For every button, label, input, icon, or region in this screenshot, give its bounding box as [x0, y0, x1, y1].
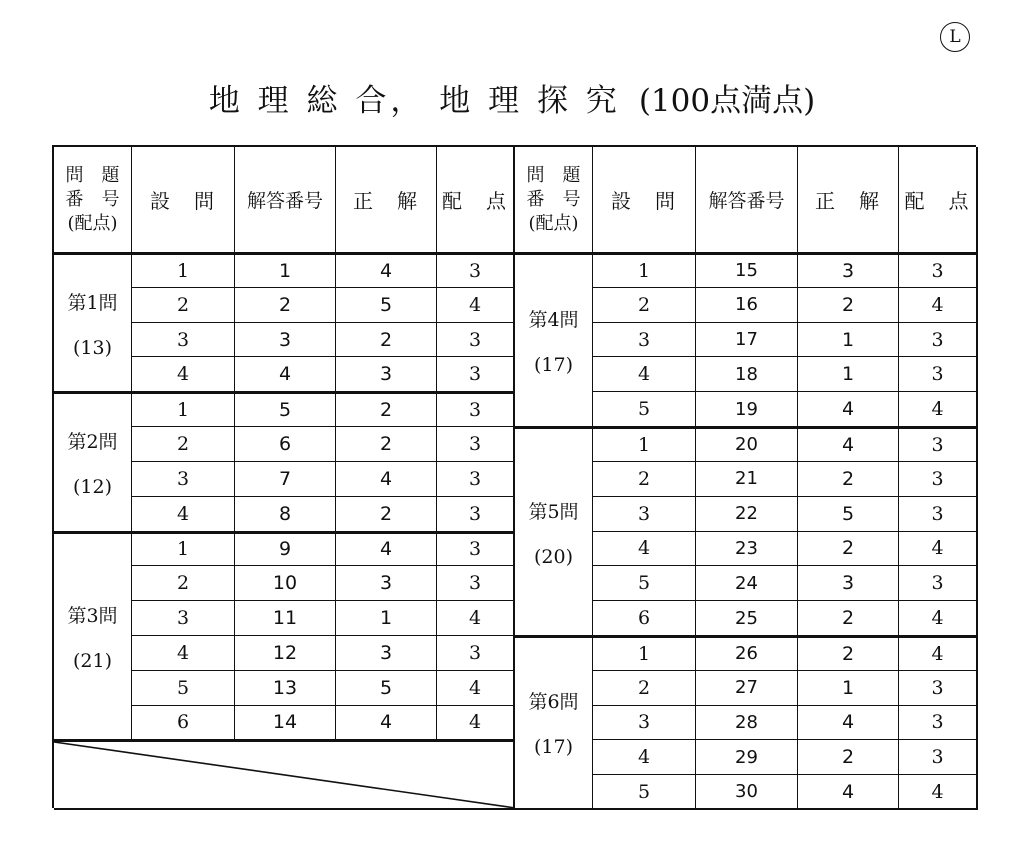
header-subquestion: 設 問	[132, 147, 235, 253]
cell-answer-number: 13	[235, 671, 336, 706]
empty-diagonal-cell	[54, 740, 515, 810]
diagonal-line	[54, 742, 513, 808]
cell-subquestion: 1	[132, 532, 235, 567]
cell-answer-number: 14	[235, 706, 336, 741]
cell-answer-number: 29	[696, 740, 798, 775]
cell-subquestion: 2	[593, 462, 696, 497]
cell-subquestion: 1	[593, 253, 696, 288]
cell-subquestion: 2	[132, 566, 235, 601]
cell-subquestion: 1	[132, 253, 235, 288]
cell-correct-answer: 2	[798, 288, 899, 323]
header-subquestion: 設 問	[593, 147, 696, 253]
cell-subquestion: 5	[593, 566, 696, 601]
question-group-points: (17)	[533, 736, 573, 759]
cell-answer-number: 5	[235, 392, 336, 427]
cell-answer-number: 25	[696, 601, 798, 636]
cell-correct-answer: 3	[336, 566, 437, 601]
cell-correct-answer: 4	[336, 706, 437, 741]
cell-points: 3	[437, 357, 515, 392]
cell-correct-answer: 4	[336, 462, 437, 497]
cell-correct-answer: 2	[798, 462, 899, 497]
cell-points: 3	[437, 253, 515, 288]
cell-points: 3	[899, 323, 978, 358]
question-group	[54, 253, 132, 392]
cell-correct-answer: 1	[798, 671, 899, 706]
cell-correct-answer: 1	[798, 357, 899, 392]
cell-correct-answer: 3	[798, 566, 899, 601]
cell-subquestion: 6	[132, 706, 235, 741]
cell-answer-number: 15	[696, 253, 798, 288]
header-problem-line: 番 号	[526, 188, 581, 210]
cell-answer-number: 11	[235, 601, 336, 636]
cell-subquestion: 5	[593, 392, 696, 427]
cell-points: 4	[437, 706, 515, 741]
cell-subquestion: 4	[132, 357, 235, 392]
header-points: 配 点	[899, 147, 978, 253]
cell-points: 3	[899, 706, 978, 741]
question-group	[54, 392, 132, 531]
header-problem-line: 問 題	[526, 164, 581, 186]
cell-subquestion: 1	[132, 392, 235, 427]
cell-subquestion: 2	[132, 427, 235, 462]
cell-correct-answer: 1	[336, 601, 437, 636]
cell-answer-number: 23	[696, 532, 798, 567]
question-group-points: (13)	[72, 336, 112, 359]
cell-points: 4	[899, 288, 978, 323]
header-problem-line: 問 題	[65, 164, 120, 186]
cell-correct-answer: 3	[336, 357, 437, 392]
cell-points: 3	[437, 427, 515, 462]
question-group	[515, 253, 593, 427]
cell-points: 3	[899, 497, 978, 532]
cell-points: 3	[899, 253, 978, 288]
cell-points: 3	[437, 566, 515, 601]
cell-correct-answer: 3	[798, 253, 899, 288]
cell-correct-answer: 2	[798, 636, 899, 671]
cell-answer-number: 9	[235, 532, 336, 567]
cell-subquestion: 3	[593, 706, 696, 741]
cell-subquestion: 4	[593, 532, 696, 567]
cell-correct-answer: 2	[798, 601, 899, 636]
cell-correct-answer: 2	[336, 497, 437, 532]
cell-points: 3	[437, 462, 515, 497]
cell-answer-number: 17	[696, 323, 798, 358]
cell-answer-number: 4	[235, 357, 336, 392]
cell-subquestion: 4	[593, 357, 696, 392]
header-points: 配 点	[437, 147, 515, 253]
cell-subquestion: 2	[593, 671, 696, 706]
cell-answer-number: 2	[235, 288, 336, 323]
cell-subquestion: 5	[593, 775, 696, 810]
cell-points: 3	[899, 671, 978, 706]
cell-correct-answer: 4	[798, 706, 899, 741]
cell-subquestion: 3	[593, 497, 696, 532]
cell-points: 4	[899, 532, 978, 567]
cell-points: 3	[437, 497, 515, 532]
cell-answer-number: 19	[696, 392, 798, 427]
cell-subquestion: 2	[132, 288, 235, 323]
cell-answer-number: 6	[235, 427, 336, 462]
cell-answer-number: 18	[696, 357, 798, 392]
cell-correct-answer: 4	[336, 253, 437, 288]
question-group-points: (17)	[533, 354, 573, 377]
question-group-name: 第2問	[67, 430, 118, 453]
cell-points: 3	[899, 427, 978, 462]
cell-correct-answer: 1	[798, 323, 899, 358]
header-problem-line: (配点)	[67, 212, 118, 234]
header-problem-line: (配点)	[528, 212, 579, 234]
cell-answer-number: 30	[696, 775, 798, 810]
cell-subquestion: 5	[132, 671, 235, 706]
cell-points: 4	[437, 671, 515, 706]
cell-points: 3	[437, 532, 515, 567]
cell-points: 3	[899, 566, 978, 601]
cell-correct-answer: 3	[336, 636, 437, 671]
section-marker: L	[940, 22, 970, 52]
cell-points: 3	[899, 462, 978, 497]
cell-answer-number: 28	[696, 706, 798, 741]
cell-answer-number: 10	[235, 566, 336, 601]
header-problem-number	[54, 147, 132, 253]
cell-points: 4	[899, 636, 978, 671]
title-score: (100点満点)	[638, 83, 816, 119]
cell-answer-number: 12	[235, 636, 336, 671]
cell-correct-answer: 2	[798, 740, 899, 775]
header-answer-number: 解答番号	[696, 147, 798, 253]
cell-correct-answer: 4	[798, 427, 899, 462]
question-group	[54, 532, 132, 741]
cell-points: 3	[437, 392, 515, 427]
header-problem-number	[515, 147, 593, 253]
cell-answer-number: 26	[696, 636, 798, 671]
cell-points: 4	[437, 601, 515, 636]
cell-answer-number: 8	[235, 497, 336, 532]
cell-subquestion: 2	[593, 288, 696, 323]
cell-answer-number: 27	[696, 671, 798, 706]
question-group-name: 第6問	[528, 691, 579, 714]
cell-subquestion: 3	[132, 462, 235, 497]
cell-answer-number: 20	[696, 427, 798, 462]
cell-points: 4	[899, 601, 978, 636]
cell-subquestion: 3	[132, 323, 235, 358]
question-group-name: 第3問	[67, 604, 118, 627]
cell-correct-answer: 4	[798, 775, 899, 810]
cell-subquestion: 3	[132, 601, 235, 636]
cell-points: 3	[437, 323, 515, 358]
cell-answer-number: 3	[235, 323, 336, 358]
cell-correct-answer: 4	[798, 392, 899, 427]
header-correct-answer: 正 解	[336, 147, 437, 253]
cell-points: 3	[899, 740, 978, 775]
cell-points: 4	[437, 288, 515, 323]
question-group-points: (20)	[533, 545, 573, 568]
header-problem-line: 番 号	[65, 188, 120, 210]
question-group-name: 第5問	[528, 500, 579, 523]
title-text: 地 理 総 合， 地 理 探 究	[208, 83, 621, 119]
header-answer-number: 解答番号	[235, 147, 336, 253]
cell-subquestion: 4	[593, 740, 696, 775]
question-group-points: (12)	[72, 475, 112, 498]
cell-answer-number: 24	[696, 566, 798, 601]
cell-answer-number: 22	[696, 497, 798, 532]
page-title	[0, 75, 1024, 120]
question-group-name: 第4問	[528, 309, 579, 332]
cell-correct-answer: 2	[336, 427, 437, 462]
cell-subquestion: 6	[593, 601, 696, 636]
cell-subquestion: 3	[593, 323, 696, 358]
question-group-name: 第1問	[67, 291, 118, 314]
cell-correct-answer: 5	[798, 497, 899, 532]
cell-correct-answer: 2	[336, 392, 437, 427]
cell-answer-number: 7	[235, 462, 336, 497]
cell-subquestion: 1	[593, 636, 696, 671]
cell-subquestion: 4	[132, 497, 235, 532]
cell-subquestion: 1	[593, 427, 696, 462]
cell-answer-number: 21	[696, 462, 798, 497]
cell-correct-answer: 5	[336, 671, 437, 706]
cell-correct-answer: 5	[336, 288, 437, 323]
cell-points: 4	[899, 775, 978, 810]
cell-subquestion: 4	[132, 636, 235, 671]
cell-points: 4	[899, 392, 978, 427]
cell-correct-answer: 2	[798, 532, 899, 567]
question-group	[515, 427, 593, 636]
header-correct-answer: 正 解	[798, 147, 899, 253]
question-group-points: (21)	[72, 649, 112, 672]
cell-points: 3	[899, 357, 978, 392]
cell-correct-answer: 2	[336, 323, 437, 358]
question-group	[515, 636, 593, 810]
cell-points: 3	[437, 636, 515, 671]
cell-answer-number: 1	[235, 253, 336, 288]
cell-answer-number: 16	[696, 288, 798, 323]
cell-correct-answer: 4	[336, 532, 437, 567]
answer-key-table	[52, 145, 976, 808]
